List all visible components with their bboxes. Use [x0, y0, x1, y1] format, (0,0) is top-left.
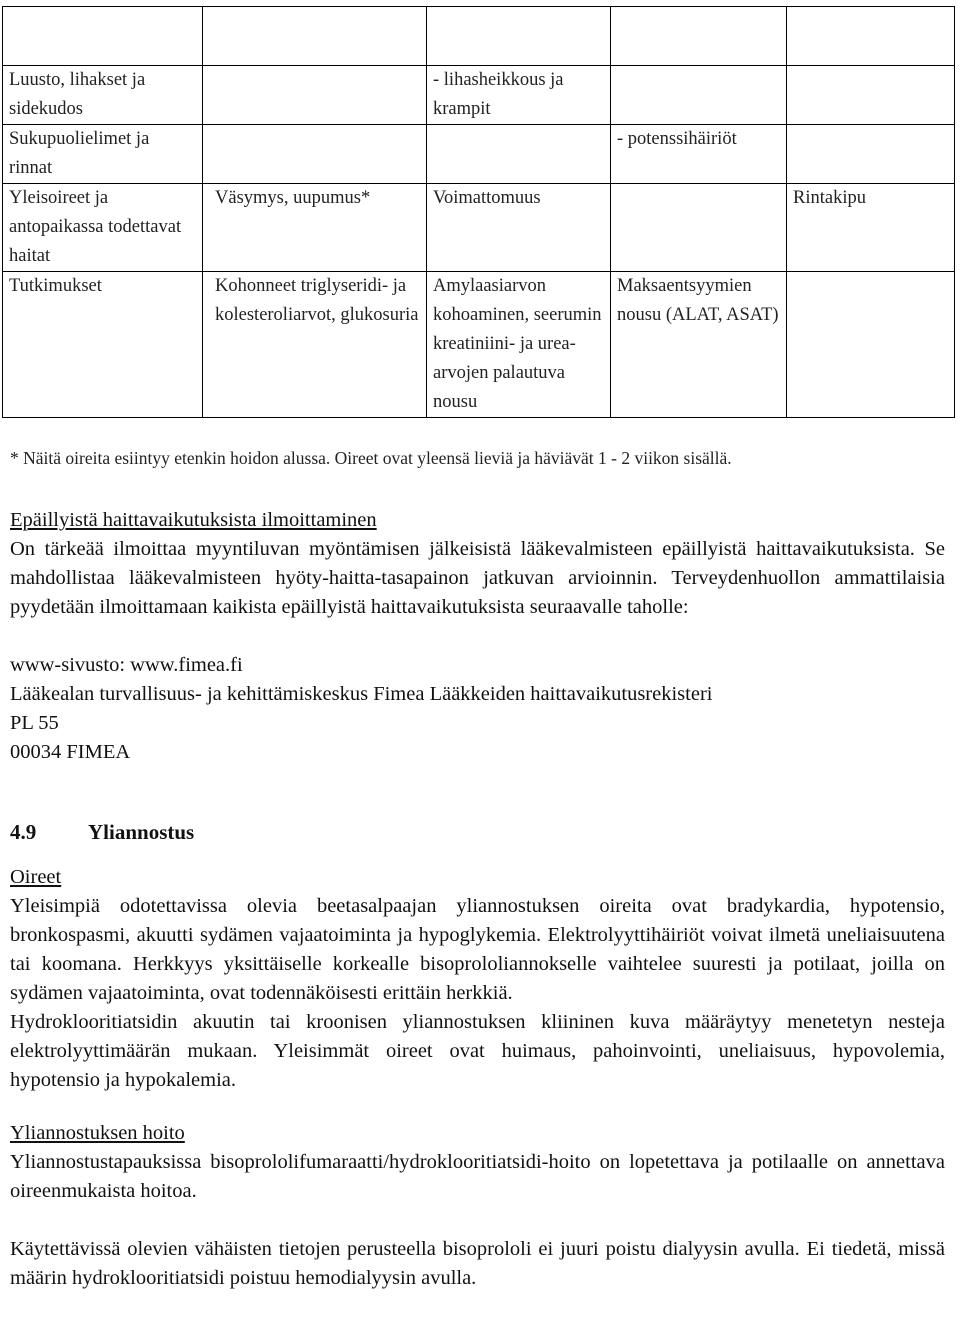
table-cell: Maksaentsyymien nousu (ALAT, ASAT) [611, 272, 787, 418]
table-cell: Väsymys, uupumus* [203, 184, 427, 272]
row-category: Tutkimukset [3, 272, 203, 418]
reporting-heading: Epäillyistä haittavaikutuksista ilmoittaminen [10, 509, 377, 531]
symptoms-heading: Oireet [10, 866, 62, 888]
table-cell [203, 66, 427, 125]
row-category: Luusto, lihakset ja sidekudos [3, 66, 203, 125]
reporting-postal: 00034 FIMEA [10, 741, 131, 763]
adverse-effects-table-container [2, 6, 956, 418]
table-cell: Rintakipu [787, 184, 955, 272]
reporting-section [10, 506, 945, 767]
row-category: Sukupuolielimet ja rinnat [3, 125, 203, 184]
table-cell [611, 184, 787, 272]
table-cell: - potenssihäiriöt [611, 125, 787, 184]
header-cell [427, 7, 611, 66]
header-cell [3, 7, 203, 66]
adverse-effects-table [2, 6, 955, 418]
reporting-website: www-sivusto: www.fimea.fi [10, 654, 243, 676]
table-footnote: * Näitä oireita esiintyy etenkin hoidon alussa. Oireet ovat yleensä lieviä ja häviävät 1 - 2 viikon sisällä. [10, 448, 732, 468]
reporting-body: On tärkeää ilmoittaa myyntiluvan myöntämisen jälkeisistä lääkevalmisteen epäillyistä haittavaikutuksista. Se mahdollistaa lääkevalmisteen hyöty-haitta-tasapainon jatkuvan arvioinnin. Terveydenhuollon ammattilaisia pyydetään ilmoittamaan kaikista epäillyistä haittavaikutuksista seuraavalle taholle: [10, 538, 945, 618]
table-cell [427, 125, 611, 184]
treatment-paragraph-1: Yliannostustapauksissa bisoprololifumaraatti/hydroklooritiatsidi-hoito on lopetettava ja potilaalle on annettava oireenmukaista hoitoa. [10, 1151, 945, 1202]
treatment-paragraph-2: Käytettävissä olevien vähäisten tietojen perusteella bisoprololi ei juuri poistu dialyysin avulla. Ei tiedetä, missä määrin hydroklooritiatsidi poistuu hemodialyysin avulla. [10, 1238, 945, 1289]
table-cell: Kohonneet triglyseridi- ja kolesteroliarvot, glukosuria [203, 272, 427, 418]
reporting-po-box: PL 55 [10, 712, 59, 734]
section-number: 4.9 [10, 820, 37, 844]
reporting-org: Lääkealan turvallisuus- ja kehittämiskeskus Fimea Lääkkeiden haittavaikutusrekisteri [10, 683, 713, 705]
table-row [3, 66, 955, 125]
treatment-heading: Yliannostuksen hoito [10, 1122, 185, 1144]
table-cell: Voimattomuus [427, 184, 611, 272]
symptoms-paragraph-1: Yleisimpiä odotettavissa olevia beetasalpaajan yliannostuksen oireita ovat bradykardia, hypotensio, bronkospasmi, akuutti sydämen vajaatoiminta ja hypoglykemia. Elektrolyyttihäiriöt voivat ilmetä uneliaisuutena tai koomana. Herkkyys yksittäiselle korkealle bisoprololiannokselle vaihtelee suuresti ja potilaat, joilla on sydämen vajaatoiminta, ovat todennäköisesti erittäin herkkiä. [10, 895, 945, 1004]
table-row [3, 125, 955, 184]
table-row [3, 272, 955, 418]
table-header-row [3, 7, 955, 66]
header-cell [787, 7, 955, 66]
table-cell [203, 125, 427, 184]
row-category: Yleisoireet ja antopaikassa todettavat haitat [3, 184, 203, 272]
section-heading [10, 818, 945, 847]
table-cell [611, 66, 787, 125]
section-title: Yliannostus [88, 820, 195, 844]
header-cell [203, 7, 427, 66]
table-cell [787, 66, 955, 125]
symptoms-paragraph-2: Hydroklooritiatsidin akuutin tai kroonisen yliannostuksen kliininen kuva määräytyy menetetyn nesteja elektrolyyttimäärän mukaan. Yleisimmät oireet ovat huimaus, pahoinvointi, uneliaisuus, hypovolemia, hypotensio ja hypokalemia. [10, 1011, 945, 1091]
overdose-section [10, 818, 945, 1293]
table-cell: - lihasheikkous ja krampit [427, 66, 611, 125]
table-cell [787, 272, 955, 418]
table-cell: Amylaasiarvon kohoaminen, seerumin kreatiniini- ja urea-arvojen palautuva nousu [427, 272, 611, 418]
table-row [3, 184, 955, 272]
table-cell [787, 125, 955, 184]
header-cell [611, 7, 787, 66]
